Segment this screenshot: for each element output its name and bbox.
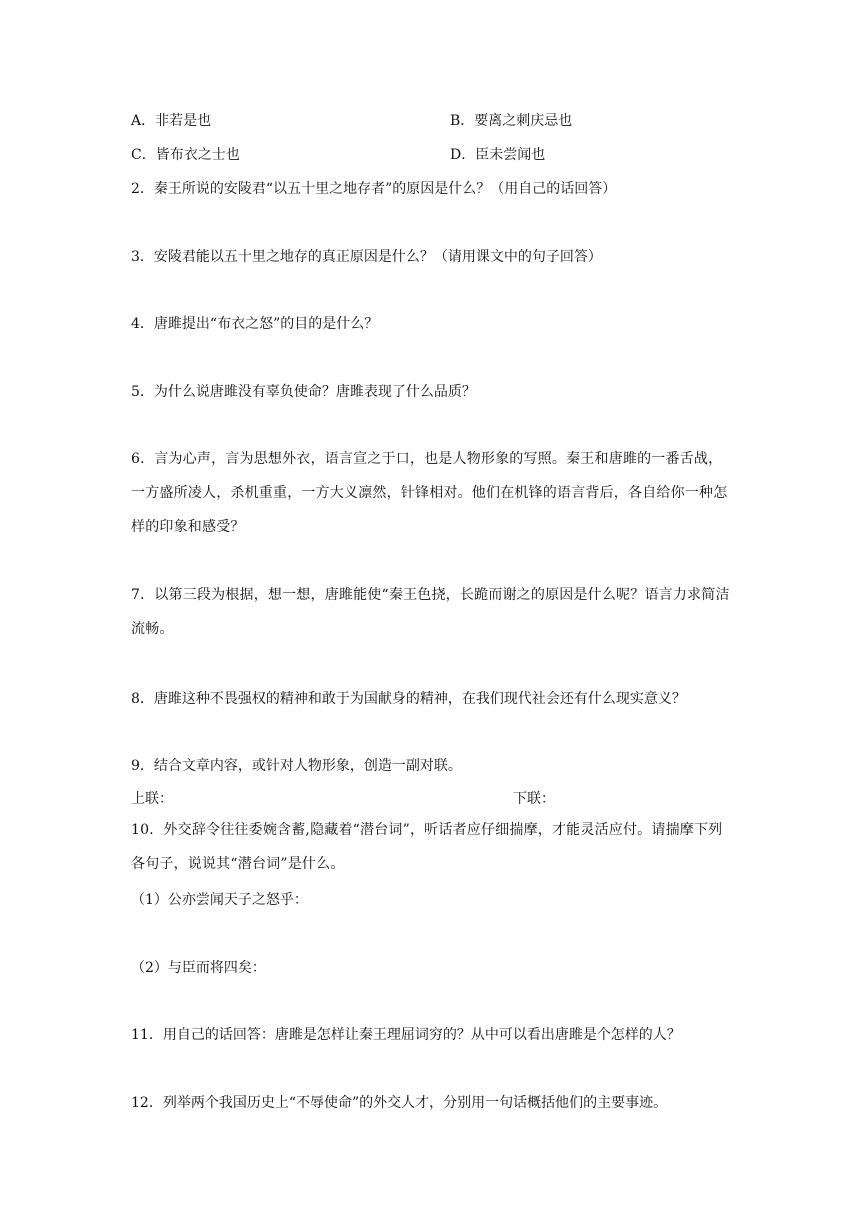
question-9: 9．结合文章内容，或针对人物形象，创造一副对联。 xyxy=(131,758,462,774)
options-row-2 xyxy=(131,145,546,165)
question-6: 6．言为心声，言为思想外衣，语言宣之于口，也是人物形象的写照。秦王和唐雎的一番舌战，一方盛所凌人，杀机重重，一方大义凛然，针锋相对。他们在机锋的语言背后，各自给你一种怎样的印象和感受？ xyxy=(131,451,728,535)
question-4: 4．唐雎提出“布衣之怒”的目的是什么？ xyxy=(131,316,379,332)
options-row-1 xyxy=(131,111,573,131)
question-10-part-1: （1）公亦尝闻天子之怒乎： xyxy=(131,892,308,908)
question-10: 10．外交辞令往往委婉含蓄,隐藏着“潜台词”，听话者应仔细揣摩，才能灵活应付。请揣摩下列各句子，说说其“潜台词”是什么。 xyxy=(131,822,723,872)
couplet-row xyxy=(131,789,555,809)
option-b: B．要离之刺庆忌也 xyxy=(450,113,573,129)
question-8: 8．唐雎这种不畏强权的精神和敢于为国献身的精神，在我们现代社会还有什么现实意义？ xyxy=(131,691,686,707)
question-3: 3．安陵君能以五十里之地存的真正原因是什么？（请用课文中的句子回答） xyxy=(131,249,602,265)
couplet-upper-label: 上联： xyxy=(131,791,173,807)
option-d: D．臣未尝闻也 xyxy=(450,147,546,163)
question-11: 11．用自己的话回答：唐雎是怎样让秦王理屈词穷的？从中可以看出唐雎是个怎样的人？ xyxy=(131,1027,681,1043)
option-c: C．皆布衣之士也 xyxy=(131,147,240,163)
question-5: 5．为什么说唐雎没有辜负使命？唐雎表现了什么品质？ xyxy=(131,384,476,400)
question-12: 12．列举两个我国历史上“不辱使命”的外交人才，分别用一句话概括他们的主要事迹。 xyxy=(131,1095,668,1111)
question-2: 2．秦王所说的安陵君“以五十里之地存者”的原因是什么？（用自己的话回答） xyxy=(131,181,617,197)
couplet-lower-label: 下联： xyxy=(513,791,555,807)
question-10-part-2: （2）与臣而将四矣： xyxy=(131,960,266,976)
option-a: A．非若是也 xyxy=(131,113,212,129)
question-7: 7．以第三段为根据，想一想，唐雎能使“秦王色挠，长跪而谢之的原因是什么呢？语言力求简洁流畅。 xyxy=(131,587,730,637)
